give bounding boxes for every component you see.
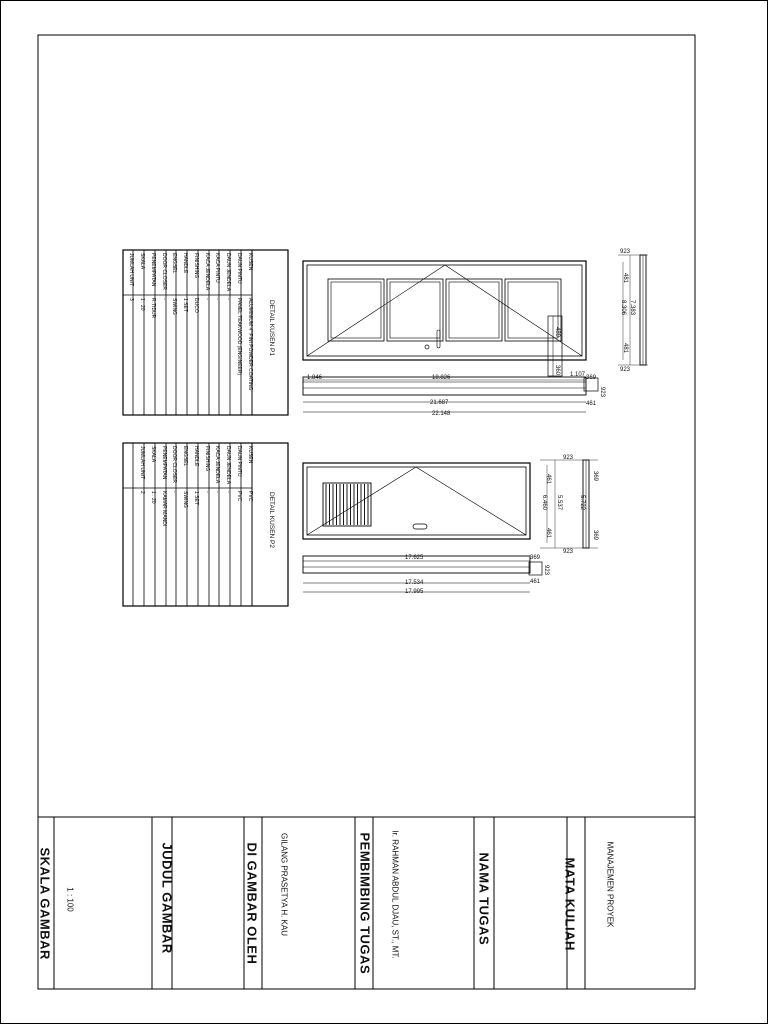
svg-text:369: 369: [592, 530, 598, 541]
digambar-label: DI GAMBAR OLEH: [244, 842, 260, 965]
p2-row-label: KUSEN: [247, 446, 253, 464]
mata-kuliah-value: MANAJEMEN PROYEK: [605, 841, 615, 928]
p2-row-label: DAUN PINTU: [236, 446, 242, 477]
p2-row-value: -: [204, 491, 210, 493]
p1-row-label: JUMLAH UNIT: [128, 253, 134, 287]
mata-kuliah-label: MATA KULIAH: [562, 857, 578, 951]
p1-row-value: SWING: [171, 298, 177, 315]
p2-row-label: KACA JENDELA: [214, 446, 220, 484]
p2-row-label: JUMLAH UNIT: [139, 446, 145, 480]
svg-text:461: 461: [530, 579, 541, 585]
svg-text:489: 489: [554, 327, 560, 338]
svg-text:17.534: 17.534: [405, 580, 424, 586]
skala-gambar-label: SKALA GAMBAR: [37, 847, 53, 960]
p1-row-value: DUCO: [193, 298, 199, 313]
p1-table: [123, 250, 288, 415]
p2-row-label: ENGSEL: [182, 446, 188, 467]
p1-plan: [303, 377, 598, 412]
svg-text:923: 923: [620, 367, 631, 373]
p2-elevation: [303, 463, 530, 539]
p2-row-value: -: [214, 491, 220, 493]
skala-gambar-value: 1 : 100: [65, 887, 75, 912]
pembimbing-value: Ir. RAHMAN ABDUL DJAU, ST., MT.: [390, 830, 400, 959]
svg-text:1.107: 1.107: [570, 372, 586, 378]
svg-text:461: 461: [545, 528, 551, 539]
svg-text:21.687: 21.687: [430, 400, 449, 406]
svg-text:22.148: 22.148: [432, 411, 451, 417]
p1-row-label: SKALA: [139, 253, 145, 270]
p2-row-label: DOOR CLOSER: [171, 446, 177, 483]
nama-tugas-label: NAMA TUGAS: [476, 852, 492, 946]
p2-table: [123, 443, 288, 606]
svg-text:1.846: 1.846: [307, 375, 323, 381]
svg-text:7.383: 7.383: [629, 300, 635, 316]
svg-text:18.826: 18.826: [432, 375, 451, 381]
p2-row-value: SWING: [182, 491, 188, 508]
p1-row-label: DAUN JENDELA: [225, 253, 231, 292]
page-border: [1, 1, 768, 1024]
svg-text:923: 923: [563, 455, 574, 461]
p1-row-label: ENGSEL: [171, 253, 177, 274]
p1-row-value: -: [204, 298, 210, 300]
svg-text:5.722: 5.722: [579, 495, 585, 511]
p1-row-value: 1 : 20: [139, 298, 145, 311]
p2-row-value: -: [171, 491, 177, 493]
svg-text:17.995: 17.995: [405, 589, 424, 595]
p1-row-label: KUSEN: [247, 253, 253, 271]
svg-text:923: 923: [543, 565, 549, 576]
p2-side-dimensions: [541, 455, 598, 555]
p2-row-label: HANDLE: [193, 446, 199, 467]
p2-row-label: DAUN JENDELA: [225, 446, 231, 485]
p2-plan: [303, 556, 542, 592]
p1-table-title: DETAIL KUSEN P1: [268, 300, 275, 356]
p1-row-label: DOOR CLOSER: [161, 253, 167, 290]
p2-row-label: PENEMPATAN: [161, 446, 167, 480]
p1-row-value: -: [161, 298, 167, 300]
svg-text:360: 360: [554, 365, 560, 376]
svg-text:369: 369: [530, 555, 541, 561]
p2-row-label: SKALA: [150, 446, 156, 463]
title-block-grid: [54, 817, 585, 989]
p2-table-title: DETAIL KUSEN P2: [268, 492, 275, 548]
pembimbing-label: PEMBIMBING TUGAS: [357, 832, 373, 975]
p2-row-value: 2: [139, 491, 145, 494]
svg-text:481: 481: [622, 273, 628, 284]
p2-row-label: FINISHING: [204, 446, 210, 472]
p2-handle-icon: [413, 524, 427, 529]
svg-text:369: 369: [592, 471, 598, 482]
p2-row-value: 1 SET: [193, 491, 199, 505]
svg-text:461: 461: [586, 401, 597, 407]
svg-text:8.306: 8.306: [620, 300, 626, 316]
p1-elevation: [303, 261, 586, 376]
svg-text:923: 923: [620, 249, 631, 255]
p1-row-value: PANEL TEAKWOOD (ENGINEER): [236, 298, 242, 376]
p1-row-value: R.TIDUR: [150, 298, 156, 319]
svg-text:923: 923: [599, 387, 605, 398]
p1-row-label: DAUN PINTU: [236, 253, 242, 284]
svg-text:481: 481: [622, 343, 628, 354]
p1-row-value: 3: [128, 298, 134, 301]
p1-row-label: PENEMPATAN: [150, 253, 156, 287]
p1-row-value: -: [225, 298, 231, 300]
p1-dimensions: [303, 327, 605, 417]
p1-row-value: -: [214, 298, 220, 300]
p2-row-value: KAMAR MANDI: [161, 491, 167, 527]
p1-row-value: 1 SET: [182, 298, 188, 312]
svg-text:369: 369: [586, 375, 597, 381]
p2-row-value: PVC: [236, 491, 242, 502]
p2-row-value: -: [225, 491, 231, 493]
p2-row-value: 1 : 20: [150, 491, 156, 504]
svg-text:461: 461: [545, 474, 551, 485]
svg-text:6.460: 6.460: [541, 495, 547, 511]
p2-row-value: PVC: [247, 491, 253, 502]
p1-row-value: ALUMINIUM 4" FINI POWDER COATING: [247, 298, 253, 391]
p1-row-label: KACA PINTU: [214, 253, 220, 283]
digambar-value: GILANG PRASETYA H. KAU: [279, 833, 289, 936]
svg-text:17.625: 17.625: [405, 555, 424, 561]
p1-handle-icon: [425, 345, 429, 349]
judul-gambar-label: JUDUL GAMBAR: [159, 842, 175, 954]
svg-text:5.537: 5.537: [556, 495, 562, 511]
p1-side-dimensions: [620, 249, 635, 373]
svg-text:923: 923: [563, 549, 574, 555]
p1-row-label: HANDLE: [182, 253, 188, 274]
p1-row-label: FINISHING: [193, 253, 199, 279]
p1-row-label: KACA JENDELA: [204, 253, 210, 291]
